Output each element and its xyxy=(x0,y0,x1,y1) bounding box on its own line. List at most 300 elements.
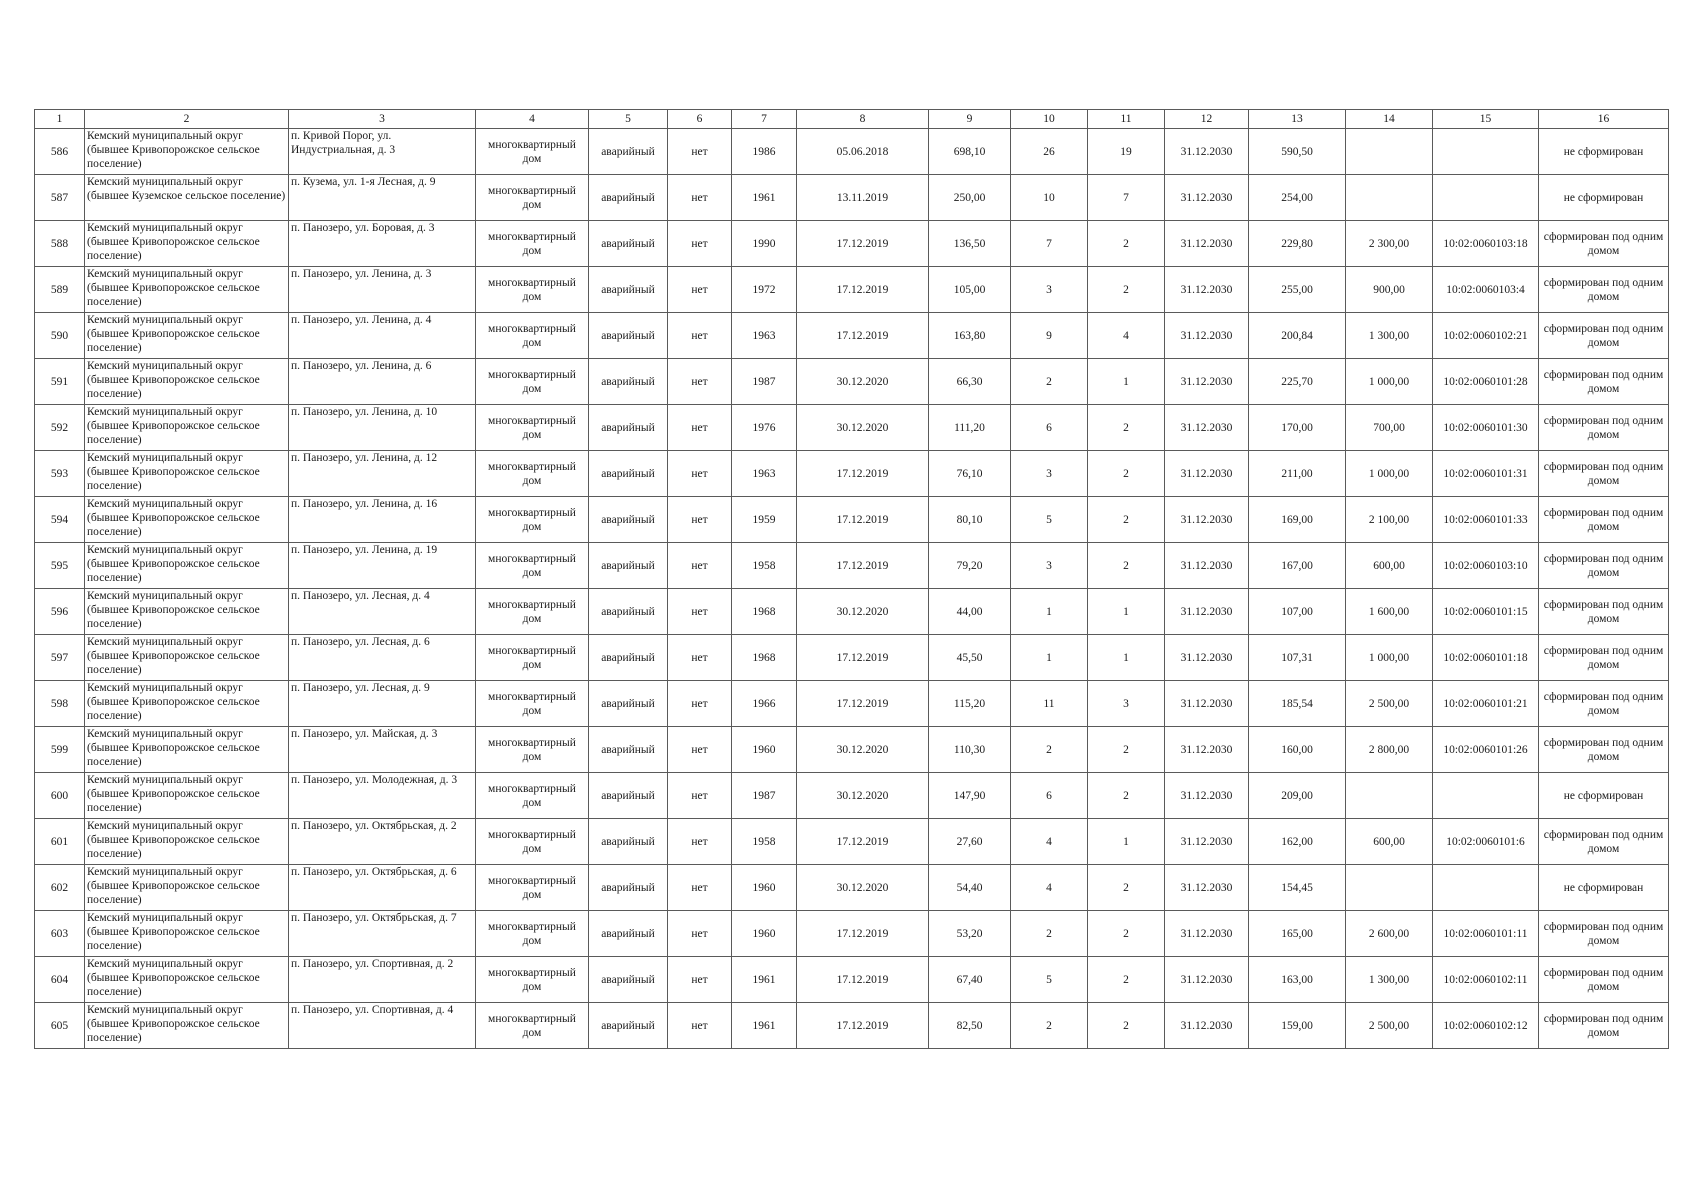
table-cell-col-12: 31.12.2030 xyxy=(1165,451,1249,497)
table-cell-col-7: 1972 xyxy=(732,267,797,313)
table-cell-col-13: 154,45 xyxy=(1249,865,1346,911)
table-cell-col-16: сформирован под одним домом xyxy=(1539,313,1669,359)
table-cell-col-12: 31.12.2030 xyxy=(1165,1003,1249,1049)
table-cell-col-11: 3 xyxy=(1088,681,1165,727)
table-cell-col-16: сформирован под одним домом xyxy=(1539,497,1669,543)
table-cell-col-11: 19 xyxy=(1088,129,1165,175)
table-cell-col-6: нет xyxy=(668,451,732,497)
table-cell-col-4: многоквартирный дом xyxy=(476,589,589,635)
table-cell-col-16: сформирован под одним домом xyxy=(1539,267,1669,313)
table-cell-col-15 xyxy=(1433,773,1539,819)
table-cell-col-8: 30.12.2020 xyxy=(797,773,929,819)
table-cell-col-12: 31.12.2030 xyxy=(1165,957,1249,1003)
table-cell-col-5: аварийный xyxy=(589,727,668,773)
table-cell-col-16: сформирован под одним домом xyxy=(1539,589,1669,635)
table-cell-col-3: п. Панозеро, ул. Лесная, д. 4 xyxy=(289,589,476,635)
table-cell-col-3: п. Панозеро, ул. Ленина, д. 16 xyxy=(289,497,476,543)
table-cell-col-14: 900,00 xyxy=(1346,267,1433,313)
table-cell-col-8: 17.12.2019 xyxy=(797,819,929,865)
table-cell-col-3: п. Панозеро, ул. Спортивная, д. 2 xyxy=(289,957,476,1003)
table-cell-col-8: 17.12.2019 xyxy=(797,681,929,727)
table-cell-col-11: 2 xyxy=(1088,497,1165,543)
table-cell-col-10: 11 xyxy=(1011,681,1088,727)
table-cell-col-2: Кемский муниципальный округ (бывшее Кривопорожское сельское поселение) xyxy=(85,819,289,865)
table-cell-col-3: п. Панозеро, ул. Майская, д. 3 xyxy=(289,727,476,773)
table-cell-col-8: 17.12.2019 xyxy=(797,635,929,681)
table-cell-col-14: 600,00 xyxy=(1346,543,1433,589)
table-cell-col-7: 1987 xyxy=(732,359,797,405)
table-cell-col-11: 1 xyxy=(1088,819,1165,865)
table-cell-col-9: 111,20 xyxy=(929,405,1011,451)
table-cell-col-8: 05.06.2018 xyxy=(797,129,929,175)
table-cell-col-1: 589 xyxy=(35,267,85,313)
table-cell-col-16: сформирован под одним домом xyxy=(1539,727,1669,773)
column-header-14: 14 xyxy=(1346,110,1433,129)
table-cell-col-14: 2 600,00 xyxy=(1346,911,1433,957)
table-cell-col-1: 587 xyxy=(35,175,85,221)
column-header-6: 6 xyxy=(668,110,732,129)
table-cell-col-1: 597 xyxy=(35,635,85,681)
table-cell-col-14: 1 300,00 xyxy=(1346,957,1433,1003)
table-row xyxy=(35,359,1669,405)
table-cell-col-13: 107,00 xyxy=(1249,589,1346,635)
table-cell-col-6: нет xyxy=(668,129,732,175)
table-cell-col-12: 31.12.2030 xyxy=(1165,497,1249,543)
table-cell-col-3: п. Панозеро, ул. Ленина, д. 3 xyxy=(289,267,476,313)
table-cell-col-4: многоквартирный дом xyxy=(476,129,589,175)
table-cell-col-10: 4 xyxy=(1011,865,1088,911)
table-row xyxy=(35,497,1669,543)
table-cell-col-4: многоквартирный дом xyxy=(476,405,589,451)
table-cell-col-6: нет xyxy=(668,819,732,865)
table-cell-col-1: 590 xyxy=(35,313,85,359)
table-cell-col-1: 594 xyxy=(35,497,85,543)
table-cell-col-4: многоквартирный дом xyxy=(476,865,589,911)
table-cell-col-9: 136,50 xyxy=(929,221,1011,267)
table-cell-col-12: 31.12.2030 xyxy=(1165,175,1249,221)
table-body xyxy=(35,129,1669,1049)
table-cell-col-6: нет xyxy=(668,957,732,1003)
table-cell-col-2: Кемский муниципальный округ (бывшее Куземское сельское поселение) xyxy=(85,175,289,221)
table-cell-col-9: 163,80 xyxy=(929,313,1011,359)
table-cell-col-15: 10:02:0060101:33 xyxy=(1433,497,1539,543)
table-cell-col-7: 1960 xyxy=(732,865,797,911)
table-cell-col-14 xyxy=(1346,773,1433,819)
table-cell-col-8: 17.12.2019 xyxy=(797,497,929,543)
table-cell-col-5: аварийный xyxy=(589,773,668,819)
table-cell-col-11: 2 xyxy=(1088,911,1165,957)
table-cell-col-16: сформирован под одним домом xyxy=(1539,1003,1669,1049)
table-cell-col-8: 17.12.2019 xyxy=(797,1003,929,1049)
table-cell-col-16: сформирован под одним домом xyxy=(1539,359,1669,405)
table-cell-col-13: 211,00 xyxy=(1249,451,1346,497)
table-cell-col-10: 6 xyxy=(1011,773,1088,819)
table-cell-col-4: многоквартирный дом xyxy=(476,911,589,957)
table-cell-col-9: 80,10 xyxy=(929,497,1011,543)
table-cell-col-9: 698,10 xyxy=(929,129,1011,175)
table-cell-col-11: 1 xyxy=(1088,635,1165,681)
table-cell-col-6: нет xyxy=(668,681,732,727)
table-cell-col-9: 115,20 xyxy=(929,681,1011,727)
table-cell-col-7: 1966 xyxy=(732,681,797,727)
column-header-4: 4 xyxy=(476,110,589,129)
table-row xyxy=(35,313,1669,359)
table-cell-col-7: 1958 xyxy=(732,819,797,865)
table-cell-col-1: 588 xyxy=(35,221,85,267)
table-cell-col-10: 2 xyxy=(1011,727,1088,773)
table-cell-col-7: 1960 xyxy=(732,911,797,957)
column-header-9: 9 xyxy=(929,110,1011,129)
table-cell-col-9: 76,10 xyxy=(929,451,1011,497)
table-cell-col-2: Кемский муниципальный округ (бывшее Кривопорожское сельское поселение) xyxy=(85,957,289,1003)
table-cell-col-12: 31.12.2030 xyxy=(1165,911,1249,957)
table-cell-col-4: многоквартирный дом xyxy=(476,727,589,773)
table-cell-col-6: нет xyxy=(668,221,732,267)
table-cell-col-4: многоквартирный дом xyxy=(476,221,589,267)
column-header-2: 2 xyxy=(85,110,289,129)
header-row xyxy=(35,110,1669,129)
table-cell-col-6: нет xyxy=(668,635,732,681)
table-cell-col-11: 2 xyxy=(1088,267,1165,313)
column-header-3: 3 xyxy=(289,110,476,129)
table-cell-col-13: 255,00 xyxy=(1249,267,1346,313)
table-row xyxy=(35,589,1669,635)
table-cell-col-12: 31.12.2030 xyxy=(1165,727,1249,773)
table-cell-col-3: п. Панозеро, ул. Лесная, д. 6 xyxy=(289,635,476,681)
table-cell-col-3: п. Панозеро, ул. Октябрьская, д. 2 xyxy=(289,819,476,865)
table-cell-col-2: Кемский муниципальный округ (бывшее Кривопорожское сельское поселение) xyxy=(85,681,289,727)
table-cell-col-6: нет xyxy=(668,911,732,957)
table-cell-col-11: 2 xyxy=(1088,727,1165,773)
table-cell-col-8: 30.12.2020 xyxy=(797,589,929,635)
table-cell-col-11: 2 xyxy=(1088,451,1165,497)
table-cell-col-5: аварийный xyxy=(589,405,668,451)
table-cell-col-2: Кемский муниципальный округ (бывшее Кривопорожское сельское поселение) xyxy=(85,543,289,589)
column-header-15: 15 xyxy=(1433,110,1539,129)
table-cell-col-11: 2 xyxy=(1088,543,1165,589)
table-cell-col-10: 4 xyxy=(1011,819,1088,865)
table-cell-col-13: 229,80 xyxy=(1249,221,1346,267)
table-cell-col-3: п. Панозеро, ул. Молодежная, д. 3 xyxy=(289,773,476,819)
table-cell-col-11: 4 xyxy=(1088,313,1165,359)
table-row xyxy=(35,405,1669,451)
table-cell-col-14: 1 600,00 xyxy=(1346,589,1433,635)
table-cell-col-4: многоквартирный дом xyxy=(476,773,589,819)
table-cell-col-3: п. Панозеро, ул. Ленина, д. 19 xyxy=(289,543,476,589)
table-cell-col-14 xyxy=(1346,175,1433,221)
table-cell-col-3: п. Панозеро, ул. Октябрьская, д. 6 xyxy=(289,865,476,911)
table-cell-col-16: не сформирован xyxy=(1539,129,1669,175)
column-header-5: 5 xyxy=(589,110,668,129)
table-cell-col-13: 165,00 xyxy=(1249,911,1346,957)
table-cell-col-12: 31.12.2030 xyxy=(1165,405,1249,451)
table-cell-col-15: 10:02:0060103:18 xyxy=(1433,221,1539,267)
table-row xyxy=(35,221,1669,267)
table-cell-col-12: 31.12.2030 xyxy=(1165,129,1249,175)
table-cell-col-3: п. Панозеро, ул. Боровая, д. 3 xyxy=(289,221,476,267)
table-cell-col-15 xyxy=(1433,865,1539,911)
table-cell-col-2: Кемский муниципальный округ (бывшее Кривопорожское сельское поселение) xyxy=(85,405,289,451)
table-cell-col-16: сформирован под одним домом xyxy=(1539,635,1669,681)
table-cell-col-5: аварийный xyxy=(589,313,668,359)
table-cell-col-13: 209,00 xyxy=(1249,773,1346,819)
table-cell-col-8: 30.12.2020 xyxy=(797,727,929,773)
table-cell-col-10: 3 xyxy=(1011,543,1088,589)
table-cell-col-6: нет xyxy=(668,865,732,911)
table-cell-col-16: сформирован под одним домом xyxy=(1539,911,1669,957)
column-header-1: 1 xyxy=(35,110,85,129)
table-cell-col-14: 2 100,00 xyxy=(1346,497,1433,543)
table-cell-col-4: многоквартирный дом xyxy=(476,957,589,1003)
table-cell-col-12: 31.12.2030 xyxy=(1165,819,1249,865)
table-cell-col-6: нет xyxy=(668,543,732,589)
table-cell-col-7: 1961 xyxy=(732,175,797,221)
table-cell-col-12: 31.12.2030 xyxy=(1165,589,1249,635)
table-cell-col-5: аварийный xyxy=(589,681,668,727)
table-cell-col-11: 2 xyxy=(1088,773,1165,819)
table-cell-col-3: п. Панозеро, ул. Ленина, д. 10 xyxy=(289,405,476,451)
table-row xyxy=(35,175,1669,221)
table-cell-col-13: 162,00 xyxy=(1249,819,1346,865)
table-header xyxy=(35,110,1669,129)
table-cell-col-7: 1968 xyxy=(732,635,797,681)
table-cell-col-13: 160,00 xyxy=(1249,727,1346,773)
table-cell-col-13: 185,54 xyxy=(1249,681,1346,727)
table-cell-col-15: 10:02:0060101:15 xyxy=(1433,589,1539,635)
column-header-8: 8 xyxy=(797,110,929,129)
table-cell-col-8: 17.12.2019 xyxy=(797,957,929,1003)
table-row xyxy=(35,267,1669,313)
column-header-7: 7 xyxy=(732,110,797,129)
table-cell-col-9: 53,20 xyxy=(929,911,1011,957)
table-cell-col-8: 30.12.2020 xyxy=(797,359,929,405)
table-row xyxy=(35,727,1669,773)
table-cell-col-8: 30.12.2020 xyxy=(797,405,929,451)
table-cell-col-1: 603 xyxy=(35,911,85,957)
table-cell-col-13: 225,70 xyxy=(1249,359,1346,405)
table-cell-col-8: 13.11.2019 xyxy=(797,175,929,221)
table-cell-col-8: 17.12.2019 xyxy=(797,911,929,957)
table-cell-col-5: аварийный xyxy=(589,175,668,221)
table-cell-col-14: 600,00 xyxy=(1346,819,1433,865)
table-cell-col-14: 1 000,00 xyxy=(1346,635,1433,681)
table-cell-col-10: 7 xyxy=(1011,221,1088,267)
table-cell-col-1: 595 xyxy=(35,543,85,589)
table-row xyxy=(35,819,1669,865)
table-cell-col-8: 17.12.2019 xyxy=(797,221,929,267)
table-cell-col-7: 1961 xyxy=(732,1003,797,1049)
table-cell-col-13: 159,00 xyxy=(1249,1003,1346,1049)
column-header-10: 10 xyxy=(1011,110,1088,129)
table-cell-col-16: сформирован под одним домом xyxy=(1539,451,1669,497)
table-cell-col-16: не сформирован xyxy=(1539,175,1669,221)
table-row xyxy=(35,129,1669,175)
table-cell-col-7: 1986 xyxy=(732,129,797,175)
table-cell-col-6: нет xyxy=(668,773,732,819)
table-cell-col-2: Кемский муниципальный округ (бывшее Кривопорожское сельское поселение) xyxy=(85,865,289,911)
table-cell-col-12: 31.12.2030 xyxy=(1165,635,1249,681)
table-cell-col-4: многоквартирный дом xyxy=(476,635,589,681)
table-cell-col-10: 6 xyxy=(1011,405,1088,451)
table-cell-col-13: 169,00 xyxy=(1249,497,1346,543)
table-cell-col-5: аварийный xyxy=(589,635,668,681)
table-cell-col-15 xyxy=(1433,129,1539,175)
table-cell-col-7: 1987 xyxy=(732,773,797,819)
table-cell-col-2: Кемский муниципальный округ (бывшее Кривопорожское сельское поселение) xyxy=(85,451,289,497)
table-cell-col-11: 1 xyxy=(1088,359,1165,405)
table-cell-col-1: 593 xyxy=(35,451,85,497)
table-cell-col-3: п. Панозеро, ул. Октябрьская, д. 7 xyxy=(289,911,476,957)
table-cell-col-6: нет xyxy=(668,359,732,405)
table-cell-col-8: 30.12.2020 xyxy=(797,865,929,911)
table-cell-col-11: 2 xyxy=(1088,1003,1165,1049)
table-cell-col-5: аварийный xyxy=(589,129,668,175)
table-cell-col-10: 1 xyxy=(1011,635,1088,681)
table-cell-col-15: 10:02:0060101:11 xyxy=(1433,911,1539,957)
table-cell-col-3: п. Панозеро, ул. Спортивная, д. 4 xyxy=(289,1003,476,1049)
table-cell-col-16: не сформирован xyxy=(1539,865,1669,911)
table-cell-col-10: 10 xyxy=(1011,175,1088,221)
table-row xyxy=(35,911,1669,957)
table-cell-col-9: 45,50 xyxy=(929,635,1011,681)
table-cell-col-1: 601 xyxy=(35,819,85,865)
table-cell-col-2: Кемский муниципальный округ (бывшее Кривопорожское сельское поселение) xyxy=(85,267,289,313)
table-cell-col-1: 591 xyxy=(35,359,85,405)
table-cell-col-2: Кемский муниципальный округ (бывшее Кривопорожское сельское поселение) xyxy=(85,727,289,773)
table-cell-col-2: Кемский муниципальный округ (бывшее Кривопорожское сельское поселение) xyxy=(85,313,289,359)
table-cell-col-15: 10:02:0060103:4 xyxy=(1433,267,1539,313)
table-cell-col-4: многоквартирный дом xyxy=(476,267,589,313)
table-cell-col-10: 26 xyxy=(1011,129,1088,175)
table-cell-col-1: 598 xyxy=(35,681,85,727)
table-cell-col-3: п. Панозеро, ул. Ленина, д. 12 xyxy=(289,451,476,497)
table-cell-col-1: 600 xyxy=(35,773,85,819)
table-cell-col-13: 200,84 xyxy=(1249,313,1346,359)
table-cell-col-1: 602 xyxy=(35,865,85,911)
table-cell-col-14 xyxy=(1346,129,1433,175)
table-cell-col-3: п. Кузема, ул. 1-я Лесная, д. 9 xyxy=(289,175,476,221)
table-cell-col-15: 10:02:0060101:30 xyxy=(1433,405,1539,451)
table-cell-col-5: аварийный xyxy=(589,543,668,589)
table-cell-col-4: многоквартирный дом xyxy=(476,819,589,865)
table-cell-col-10: 2 xyxy=(1011,359,1088,405)
table-cell-col-9: 27,60 xyxy=(929,819,1011,865)
table-cell-col-13: 163,00 xyxy=(1249,957,1346,1003)
table-row xyxy=(35,451,1669,497)
table-cell-col-6: нет xyxy=(668,405,732,451)
table-cell-col-11: 2 xyxy=(1088,405,1165,451)
table-cell-col-2: Кемский муниципальный округ (бывшее Кривопорожское сельское поселение) xyxy=(85,221,289,267)
table-cell-col-14: 2 500,00 xyxy=(1346,681,1433,727)
table-cell-col-12: 31.12.2030 xyxy=(1165,681,1249,727)
table-cell-col-8: 17.12.2019 xyxy=(797,543,929,589)
table-cell-col-12: 31.12.2030 xyxy=(1165,359,1249,405)
document-sheet xyxy=(34,109,1669,1049)
table-cell-col-10: 2 xyxy=(1011,911,1088,957)
table-cell-col-2: Кемский муниципальный округ (бывшее Кривопорожское сельское поселение) xyxy=(85,359,289,405)
table-cell-col-14: 2 500,00 xyxy=(1346,1003,1433,1049)
table-cell-col-8: 17.12.2019 xyxy=(797,267,929,313)
table-cell-col-14: 1 000,00 xyxy=(1346,359,1433,405)
table-cell-col-16: сформирован под одним домом xyxy=(1539,543,1669,589)
table-cell-col-2: Кемский муниципальный округ (бывшее Кривопорожское сельское поселение) xyxy=(85,635,289,681)
table-cell-col-7: 1976 xyxy=(732,405,797,451)
table-cell-col-9: 110,30 xyxy=(929,727,1011,773)
table-cell-col-7: 1963 xyxy=(732,313,797,359)
table-cell-col-7: 1990 xyxy=(732,221,797,267)
table-cell-col-15: 10:02:0060102:12 xyxy=(1433,1003,1539,1049)
table-cell-col-9: 79,20 xyxy=(929,543,1011,589)
table-cell-col-5: аварийный xyxy=(589,451,668,497)
table-cell-col-15: 10:02:0060101:21 xyxy=(1433,681,1539,727)
table-cell-col-2: Кемский муниципальный округ (бывшее Кривопорожское сельское поселение) xyxy=(85,1003,289,1049)
table-cell-col-15: 10:02:0060102:11 xyxy=(1433,957,1539,1003)
table-cell-col-9: 250,00 xyxy=(929,175,1011,221)
table-cell-col-12: 31.12.2030 xyxy=(1165,773,1249,819)
table-cell-col-8: 17.12.2019 xyxy=(797,313,929,359)
table-cell-col-12: 31.12.2030 xyxy=(1165,221,1249,267)
table-cell-col-5: аварийный xyxy=(589,911,668,957)
table-cell-col-10: 1 xyxy=(1011,589,1088,635)
table-cell-col-1: 592 xyxy=(35,405,85,451)
table-cell-col-16: сформирован под одним домом xyxy=(1539,957,1669,1003)
table-cell-col-3: п. Панозеро, ул. Лесная, д. 9 xyxy=(289,681,476,727)
table-cell-col-5: аварийный xyxy=(589,359,668,405)
table-cell-col-7: 1968 xyxy=(732,589,797,635)
table-cell-col-1: 599 xyxy=(35,727,85,773)
table-cell-col-2: Кемский муниципальный округ (бывшее Кривопорожское сельское поселение) xyxy=(85,911,289,957)
column-header-13: 13 xyxy=(1249,110,1346,129)
table-cell-col-7: 1958 xyxy=(732,543,797,589)
table-cell-col-14 xyxy=(1346,865,1433,911)
column-header-12: 12 xyxy=(1165,110,1249,129)
table-cell-col-12: 31.12.2030 xyxy=(1165,313,1249,359)
table-cell-col-2: Кемский муниципальный округ (бывшее Кривопорожское сельское поселение) xyxy=(85,589,289,635)
table-cell-col-9: 54,40 xyxy=(929,865,1011,911)
table-cell-col-2: Кемский муниципальный округ (бывшее Кривопорожское сельское поселение) xyxy=(85,129,289,175)
table-cell-col-2: Кемский муниципальный округ (бывшее Кривопорожское сельское поселение) xyxy=(85,773,289,819)
table-cell-col-6: нет xyxy=(668,313,732,359)
table-cell-col-7: 1959 xyxy=(732,497,797,543)
table-cell-col-5: аварийный xyxy=(589,589,668,635)
table-cell-col-4: многоквартирный дом xyxy=(476,497,589,543)
table-cell-col-9: 147,90 xyxy=(929,773,1011,819)
table-cell-col-6: нет xyxy=(668,727,732,773)
table-row xyxy=(35,865,1669,911)
table-cell-col-8: 17.12.2019 xyxy=(797,451,929,497)
table-cell-col-14: 2 800,00 xyxy=(1346,727,1433,773)
table-cell-col-9: 105,00 xyxy=(929,267,1011,313)
table-cell-col-5: аварийный xyxy=(589,1003,668,1049)
housing-table xyxy=(34,109,1669,1049)
table-cell-col-4: многоквартирный дом xyxy=(476,1003,589,1049)
table-cell-col-11: 7 xyxy=(1088,175,1165,221)
table-row xyxy=(35,543,1669,589)
table-cell-col-3: п. Панозеро, ул. Ленина, д. 6 xyxy=(289,359,476,405)
table-cell-col-7: 1963 xyxy=(732,451,797,497)
table-cell-col-5: аварийный xyxy=(589,221,668,267)
table-cell-col-16: сформирован под одним домом xyxy=(1539,681,1669,727)
table-cell-col-4: многоквартирный дом xyxy=(476,313,589,359)
table-row xyxy=(35,635,1669,681)
table-cell-col-16: сформирован под одним домом xyxy=(1539,405,1669,451)
table-cell-col-11: 2 xyxy=(1088,865,1165,911)
table-cell-col-1: 604 xyxy=(35,957,85,1003)
table-row xyxy=(35,957,1669,1003)
table-cell-col-16: не сформирован xyxy=(1539,773,1669,819)
table-cell-col-13: 254,00 xyxy=(1249,175,1346,221)
table-row xyxy=(35,1003,1669,1049)
